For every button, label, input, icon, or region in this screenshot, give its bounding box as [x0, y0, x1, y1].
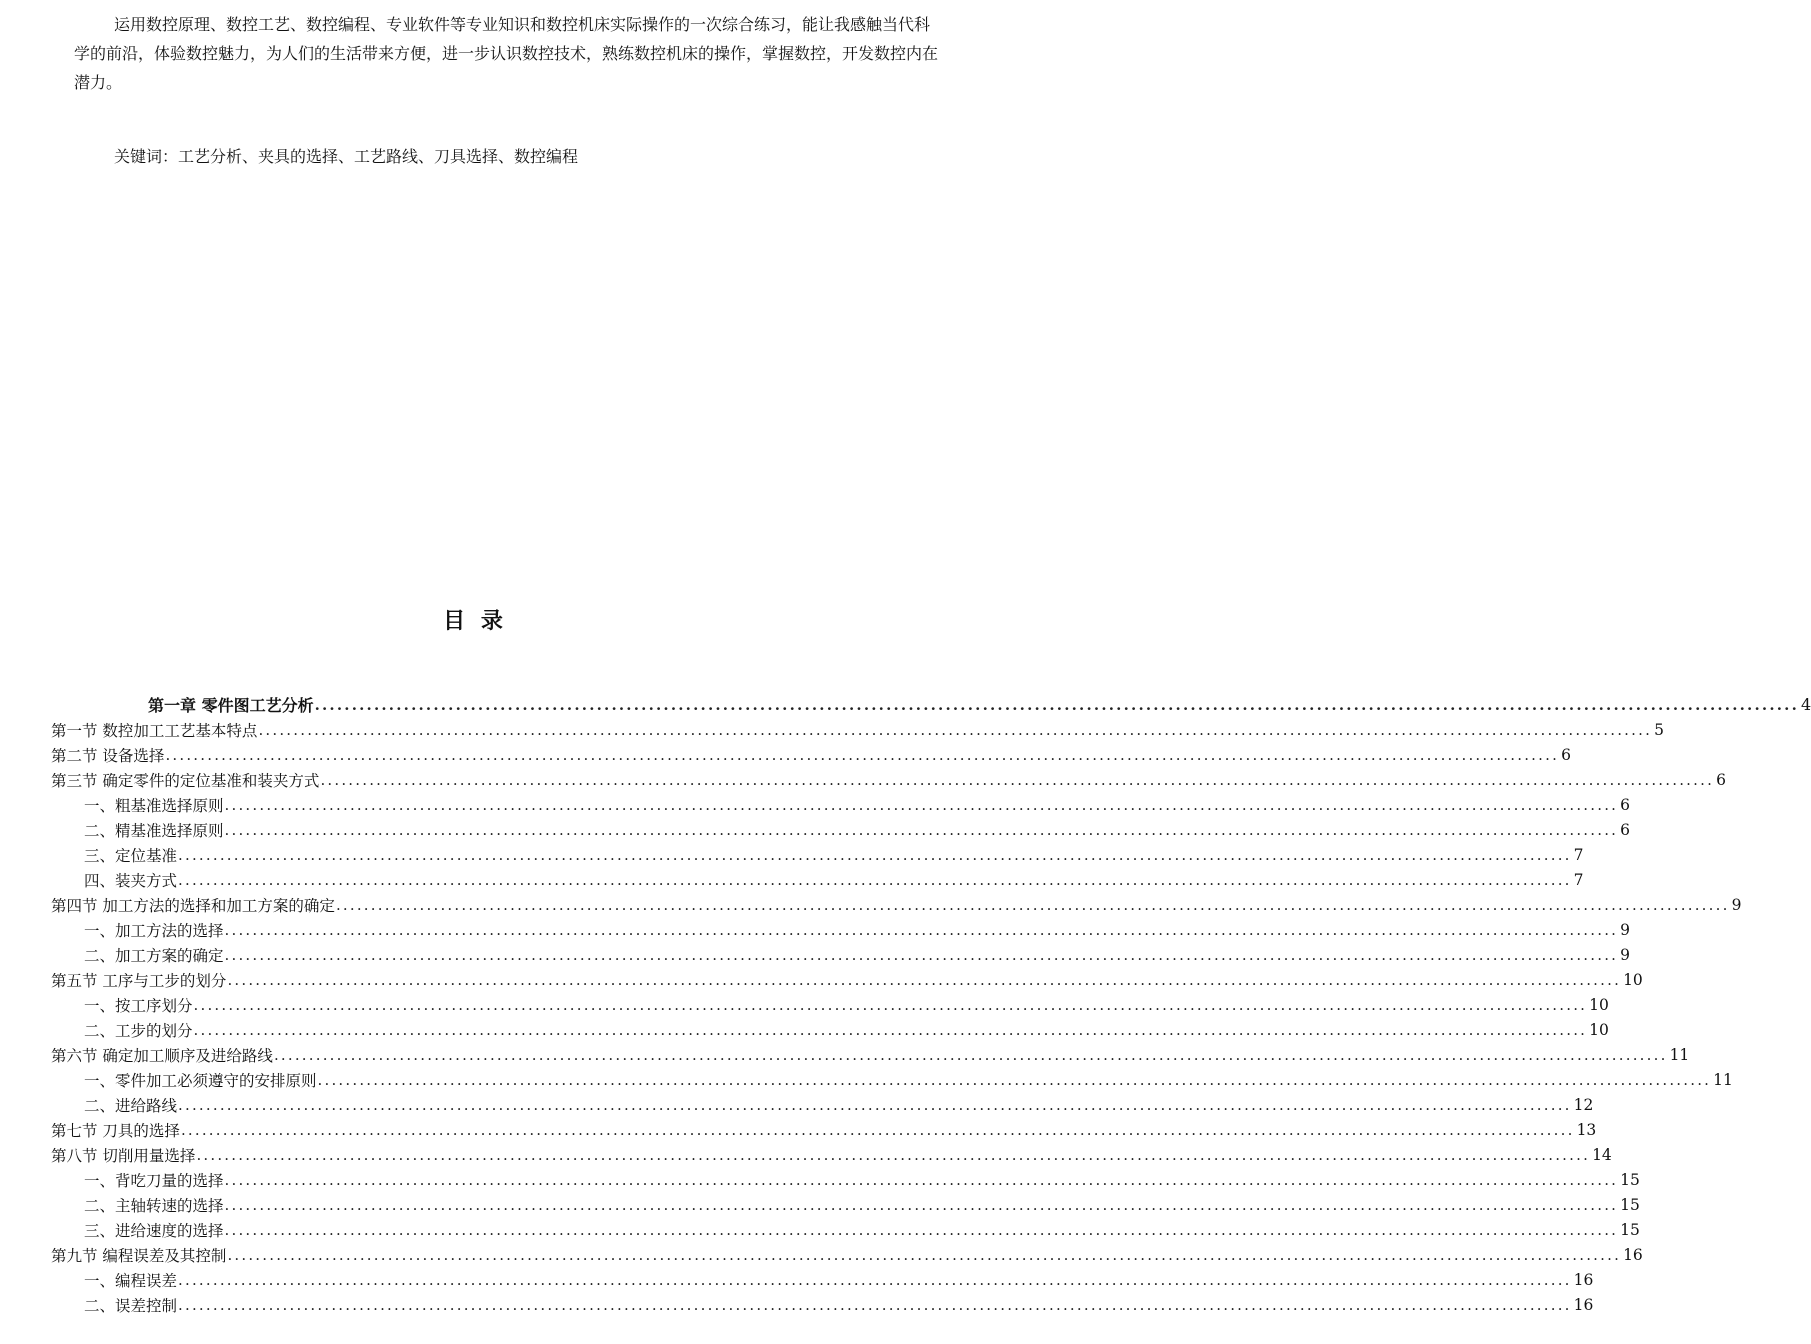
- toc-entry-label: 第七节 刀具的选择: [51, 1119, 181, 1141]
- toc-entry-page-number: 15: [1620, 1220, 1640, 1239]
- toc-entry-sub[interactable]: [84, 842, 1584, 867]
- toc-entry-section[interactable]: [51, 1117, 1597, 1142]
- toc-entry-page-number: 6: [1620, 820, 1631, 839]
- toc-entry-page-number: 6: [1561, 745, 1571, 764]
- toc-dot-leader: ........................................................................................................................................................................................................: [224, 1195, 1619, 1214]
- toc-entry-sub[interactable]: [84, 992, 1609, 1017]
- toc-entry-sub[interactable]: [84, 1017, 1609, 1042]
- toc-entry-label: 一、零件加工必须遵守的安排原则: [84, 1069, 318, 1091]
- toc-entry-label: 三、定位基准: [84, 844, 178, 866]
- toc-entry-page-number: 16: [1573, 1295, 1594, 1314]
- toc-entry-page-number: 12: [1573, 1095, 1594, 1114]
- toc-entry-label: 第一节 数控加工工艺基本特点: [51, 719, 258, 741]
- toc-entry-section[interactable]: [51, 767, 1726, 792]
- toc-entry-label: 四、装夹方式: [84, 869, 178, 891]
- toc-entry-page-number: 15: [1620, 1170, 1640, 1189]
- toc-entry-sub[interactable]: [84, 1192, 1640, 1217]
- toc-entry-page-number: 10: [1623, 970, 1643, 989]
- toc-dot-leader: ........................................................................................................................................................................................................: [178, 1295, 1572, 1314]
- toc-dot-leader: ........................................................................................................................................................................................................: [178, 845, 1572, 864]
- keywords-line: 关键词：工艺分析、夹具的选择、工艺路线、刀具选择、数控编程: [114, 147, 579, 166]
- toc-entry-page-number: 15: [1620, 1195, 1640, 1214]
- toc-entry-label: 二、精基准选择原则: [84, 819, 225, 841]
- toc-dot-leader: ........................................................................................................................................................................................................: [317, 1070, 1712, 1089]
- toc-entry-label: 一、粗基准选择原则: [84, 794, 225, 816]
- toc-entry-page-number: 13: [1576, 1120, 1597, 1139]
- toc-entry-sub[interactable]: [84, 1092, 1594, 1117]
- toc-entry-page-number: 6: [1716, 770, 1726, 789]
- toc-entry-section[interactable]: [51, 1042, 1690, 1067]
- toc-entry-label: 二、加工方案的确定: [84, 944, 225, 966]
- toc-entry-label: 二、误差控制: [84, 1294, 178, 1316]
- toc-entry-page-number: 10: [1589, 995, 1609, 1014]
- toc-entry-label: 第四节 加工方法的选择和加工方案的确定: [51, 894, 336, 916]
- toc-entry-chapter[interactable]: [148, 692, 1811, 717]
- toc-dot-leader: ........................................................................................................................................................................................................: [178, 870, 1572, 889]
- toc-entry-sub[interactable]: [84, 1267, 1594, 1292]
- toc-entry-page-number: 9: [1620, 920, 1631, 939]
- toc-entry-page-number: 9: [1731, 895, 1742, 914]
- toc-dot-leader: ........................................................................................................................................................................................................: [314, 695, 1800, 714]
- toc-dot-leader: ........................................................................................................................................................................................................: [224, 795, 1619, 814]
- toc-entry-page-number: 16: [1573, 1270, 1594, 1289]
- toc-dot-leader: ........................................................................................................................................................................................................: [224, 1170, 1619, 1189]
- toc-entry-label: 第八节 切削用量选择: [51, 1144, 196, 1166]
- toc-dot-leader: ........................................................................................................................................................................................................: [178, 1270, 1572, 1289]
- toc-entry-sub[interactable]: [84, 792, 1631, 817]
- toc-entry-sub[interactable]: [84, 942, 1631, 967]
- toc-dot-leader: ........................................................................................................................................................................................................: [320, 770, 1715, 789]
- toc-entry-label: 第五节 工序与工步的划分: [51, 969, 227, 991]
- toc-dot-leader: ........................................................................................................................................................................................................: [178, 1095, 1572, 1114]
- toc-entry-page-number: 5: [1654, 720, 1664, 739]
- toc-entry-sub[interactable]: [84, 917, 1631, 942]
- toc-entry-label: 一、按工序划分: [84, 994, 194, 1016]
- toc-dot-leader: ........................................................................................................................................................................................................: [196, 1145, 1591, 1164]
- toc-dot-leader: ........................................................................................................................................................................................................: [335, 895, 1730, 914]
- toc-entry-label: 第六节 确定加工顺序及进给路线: [51, 1044, 274, 1066]
- toc-entry-label: 二、工步的划分: [84, 1019, 194, 1041]
- toc-entry-label: 三、进给速度的选择: [84, 1219, 225, 1241]
- toc-entry-sub[interactable]: [84, 867, 1584, 892]
- toc-entry-page-number: 10: [1589, 1020, 1609, 1039]
- toc-entry-section[interactable]: [51, 967, 1643, 992]
- toc-dot-leader: ........................................................................................................................................................................................................: [273, 1045, 1668, 1064]
- toc-entry-label: 一、背吃刀量的选择: [84, 1169, 225, 1191]
- toc-entry-label: 第九节 编程误差及其控制: [51, 1244, 227, 1266]
- toc-entry-label: 第二节 设备选择: [51, 744, 165, 766]
- toc-entry-page-number: 14: [1592, 1145, 1612, 1164]
- toc-entry-page-number: 16: [1623, 1245, 1643, 1264]
- table-of-contents: [0, 692, 1811, 1317]
- toc-entry-section[interactable]: [51, 1142, 1612, 1167]
- toc-entry-label: 二、主轴转速的选择: [84, 1194, 225, 1216]
- toc-entry-label: 第一章 零件图工艺分析: [148, 693, 315, 716]
- abstract-paragraph: 运用数控原理、数控工艺、数控编程、专业软件等专业知识和数控机床实际操作的一次综合练习，能让我感触当代科学的前沿，体验数控魅力，为人们的生活带来方便，进一步认识数控技术，熟练数控机床的操作，掌握数控，开发数控内在潜力。: [74, 15, 939, 92]
- toc-entry-page-number: 7: [1573, 845, 1584, 864]
- toc-entry-section[interactable]: [51, 717, 1664, 742]
- toc-dot-leader: ........................................................................................................................................................................................................: [224, 820, 1619, 839]
- toc-entry-page-number: 9: [1620, 945, 1631, 964]
- toc-entry-sub[interactable]: [84, 1067, 1733, 1092]
- toc-entry-section[interactable]: [51, 1242, 1643, 1267]
- toc-dot-leader: ........................................................................................................................................................................................................: [258, 720, 1653, 739]
- toc-entry-label: 一、编程误差: [84, 1269, 178, 1291]
- toc-entry-sub[interactable]: [84, 817, 1631, 842]
- toc-entry-section[interactable]: [51, 742, 1571, 767]
- toc-entry-label: 二、进给路线: [84, 1094, 178, 1116]
- toc-dot-leader: ........................................................................................................................................................................................................: [180, 1120, 1575, 1139]
- toc-dot-leader: ........................................................................................................................................................................................................: [165, 745, 1560, 764]
- toc-entry-sub[interactable]: [84, 1167, 1640, 1192]
- toc-title: 目 录: [443, 609, 507, 634]
- toc-dot-leader: ........................................................................................................................................................................................................: [227, 1245, 1622, 1264]
- toc-entry-section[interactable]: [51, 892, 1742, 917]
- toc-entry-page-number: 7: [1573, 870, 1584, 889]
- toc-entry-sub[interactable]: [84, 1217, 1640, 1242]
- toc-entry-page-number: 6: [1620, 795, 1631, 814]
- toc-entry-sub[interactable]: [84, 1292, 1594, 1317]
- toc-dot-leader: ........................................................................................................................................................................................................: [193, 995, 1588, 1014]
- toc-entry-page-number: 4: [1801, 695, 1811, 714]
- toc-dot-leader: ........................................................................................................................................................................................................: [224, 945, 1619, 964]
- toc-dot-leader: ........................................................................................................................................................................................................: [193, 1020, 1588, 1039]
- toc-entry-page-number: 11: [1669, 1045, 1690, 1064]
- toc-entry-label: 第三节 确定零件的定位基准和装夹方式: [51, 769, 320, 791]
- toc-dot-leader: ........................................................................................................................................................................................................: [227, 970, 1622, 989]
- toc-dot-leader: ........................................................................................................................................................................................................: [224, 1220, 1619, 1239]
- toc-entry-page-number: 11: [1713, 1070, 1733, 1089]
- toc-entry-label: 一、加工方法的选择: [84, 919, 225, 941]
- toc-dot-leader: ........................................................................................................................................................................................................: [224, 920, 1619, 939]
